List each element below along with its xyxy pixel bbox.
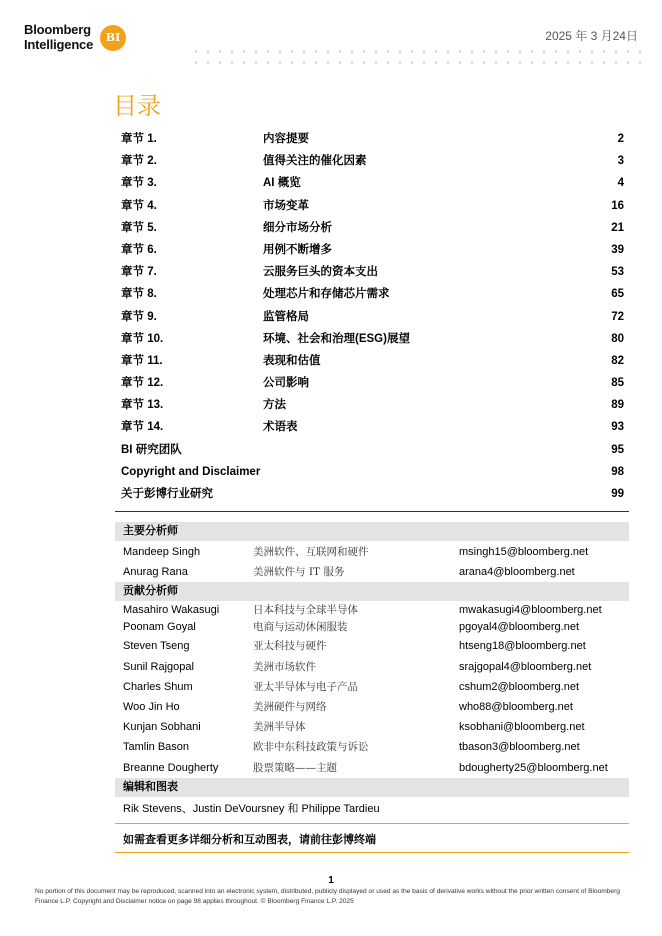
report-date: 2025 年 3 月24日	[545, 29, 638, 43]
analyst-row	[115, 562, 629, 582]
analyst-email[interactable]: ksobhani@bloomberg.net	[459, 721, 585, 734]
analyst-row	[115, 619, 629, 636]
analyst-name: Anurag Rana	[123, 566, 188, 579]
toc-row[interactable]	[121, 372, 624, 394]
analyst-coverage: 美洲硬件与网络	[253, 700, 327, 713]
toc-chapter: 章节 4.	[121, 199, 157, 212]
logo-line-2: Intelligence	[24, 37, 94, 52]
analyst-email[interactable]: who88@bloomberg.net	[459, 700, 573, 713]
analyst-coverage: 亚太科技与硬件	[253, 640, 327, 653]
analyst-email[interactable]: mwakasugi4@bloomberg.net	[459, 604, 602, 617]
toc-chapter: 章节 11.	[121, 354, 163, 367]
analyst-email[interactable]: cshum2@bloomberg.net	[459, 680, 580, 693]
bloomberg-intelligence-logo	[24, 22, 121, 52]
toc-page-number: 39	[611, 243, 624, 256]
analyst-name: Breanne Dougherty	[123, 761, 219, 774]
analyst-row	[115, 737, 629, 757]
toc-row[interactable]	[121, 239, 624, 261]
toc-chapter: 章节 13.	[121, 399, 164, 412]
toc-section-name: 细分市场分析	[263, 221, 332, 234]
toc-section-name: 环境、社会和治理(ESG)展望	[263, 332, 410, 345]
toc-page-number: 16	[611, 199, 624, 212]
toc-page-number: 99	[611, 488, 624, 500]
analyst-email[interactable]: tbason3@bloomberg.net	[459, 741, 580, 754]
toc-row[interactable]	[121, 128, 624, 150]
analyst-coverage: 电商与运动休闲服装	[253, 621, 348, 634]
toc-page-number: 89	[611, 399, 624, 412]
analyst-row	[115, 602, 629, 619]
toc-chapter: BI 研究团队	[121, 443, 182, 456]
toc-chapter: 章节 8.	[121, 288, 157, 301]
analyst-email[interactable]: msingh15@bloomberg.net	[459, 546, 589, 558]
toc-row[interactable]	[121, 217, 624, 239]
primary-analysts-list	[115, 542, 629, 582]
toc-section-name: 用例不断增多	[263, 243, 332, 256]
toc-section-name: 处理芯片和存储芯片需求	[263, 288, 390, 301]
analyst-coverage: 欧非中东科技政策与诉讼	[253, 741, 369, 754]
toc-chapter: 章节 12.	[121, 377, 164, 390]
toc-section-name: 监管格局	[263, 310, 309, 323]
toc-page-number: 4	[617, 177, 624, 190]
toc-chapter: 章节 7.	[121, 266, 157, 279]
analyst-name: Tamlin Bason	[123, 741, 190, 754]
toc-page-number: 85	[611, 377, 624, 390]
toc-chapter: Copyright and Disclaimer	[121, 465, 261, 478]
analyst-row	[115, 657, 629, 677]
analyst-row	[115, 677, 629, 697]
toc-page-number: 93	[611, 421, 624, 434]
orange-divider-bottom	[115, 852, 629, 853]
bi-badge-icon: BI	[100, 25, 126, 51]
contributing-analysts-list	[115, 602, 629, 777]
toc-row[interactable]	[121, 416, 624, 438]
toc-section-name: 方法	[263, 399, 286, 412]
toc-chapter: 章节 10.	[121, 332, 164, 345]
analyst-coverage: 亚太半导体与电子产品	[253, 680, 358, 693]
analyst-email[interactable]: bdougherty25@bloomberg.net	[459, 761, 608, 774]
toc-chapter: 章节 2.	[121, 155, 157, 168]
analyst-row	[115, 636, 629, 656]
editors-names: Rik Stevens、Justin DeVoursney 和 Philippe Tardieu	[123, 802, 380, 815]
analyst-email[interactable]: arana4@bloomberg.net	[459, 566, 575, 579]
toc-row[interactable]	[121, 461, 624, 483]
analyst-name: Kunjan Sobhani	[123, 721, 201, 734]
toc-page-number: 72	[611, 310, 624, 323]
analyst-coverage: 股票策略——主题	[253, 761, 337, 774]
toc-chapter: 章节 5.	[121, 221, 157, 234]
logo-line-1: Bloomberg	[24, 22, 91, 37]
toc-chapter: 章节 3.	[121, 177, 157, 190]
toc-row[interactable]	[121, 350, 624, 372]
analyst-name: Woo Jin Ho	[123, 700, 180, 713]
footer-disclaimer: No portion of this document may be reproduced, scanned into an electronic system, distributed, publicly displayed or used as the basis of derivative works without the prior written consent of Bloomberg Finance L.P. Copyright and Disclaimer notice on page 98 applies throughout. © Bloomberg Finance L.P. 2025	[35, 888, 620, 905]
toc-row[interactable]	[121, 150, 624, 172]
analyst-coverage: 日本科技与全球半导体	[253, 604, 358, 617]
analyst-coverage: 美洲软件、互联网和硬件	[253, 546, 369, 558]
analyst-coverage: 美洲软件与 IT 服务	[253, 566, 345, 579]
toc-section-name: 公司影响	[263, 377, 309, 390]
toc-section-name: 表现和估值	[263, 354, 321, 367]
analyst-name: Charles Shum	[123, 680, 193, 693]
analyst-row	[115, 697, 629, 717]
analyst-coverage: 美洲半导体	[253, 721, 306, 734]
page-number: 1	[328, 875, 334, 886]
toc-section-name: 术语表	[263, 421, 298, 434]
toc-chapter: 章节 14.	[121, 421, 164, 434]
analyst-email[interactable]: htseng18@bloomberg.net	[459, 640, 586, 653]
toc-row[interactable]	[121, 439, 624, 461]
toc-chapter: 章节 1.	[121, 133, 157, 145]
toc-row[interactable]	[121, 283, 624, 305]
toc-page-number: 80	[611, 332, 624, 345]
toc-page-number: 98	[611, 465, 624, 478]
primary-analysts-heading: 主要分析师	[115, 522, 629, 541]
analyst-email[interactable]: srajgopal4@bloomberg.net	[459, 660, 592, 673]
toc-page-number: 95	[611, 443, 624, 456]
toc-chapter: 章节 6.	[121, 243, 157, 256]
analyst-row	[115, 717, 629, 737]
toc-row[interactable]	[121, 394, 624, 416]
toc-page-number: 82	[611, 354, 624, 367]
toc-row[interactable]	[121, 195, 624, 217]
toc-chapter: 章节 9.	[121, 310, 157, 323]
terminal-note: 如需查看更多详细分析和互动图表，请前往彭博终端	[123, 834, 376, 846]
toc-page-number: 21	[611, 221, 624, 234]
toc-section-name: 值得关注的催化因素	[263, 155, 367, 168]
toc-section-name: 市场变革	[263, 199, 309, 212]
toc-page-number: 65	[611, 288, 624, 301]
toc-section-name: 云服务巨头的资本支出	[263, 266, 378, 279]
toc-page-number: 2	[617, 133, 624, 145]
editors-heading: 编辑和图表	[115, 778, 629, 797]
analyst-name: Mandeep Singh	[123, 546, 201, 558]
toc-section-name: AI 概览	[263, 177, 301, 190]
toc-row[interactable]	[121, 172, 624, 194]
analyst-coverage: 美洲市场软件	[253, 660, 316, 673]
orange-divider-top	[115, 823, 629, 824]
analyst-name: Poonam Goyal	[123, 621, 196, 634]
dot-pattern-decoration	[190, 46, 642, 72]
analyst-name: Masahiro Wakasugi	[123, 604, 220, 617]
page-header	[0, 0, 662, 80]
toc-divider	[115, 511, 629, 512]
toc-row[interactable]	[121, 261, 624, 283]
contributing-analysts-heading: 贡献分析师	[115, 582, 629, 601]
toc-page-number: 53	[611, 266, 624, 279]
analyst-name: Steven Tseng	[123, 640, 190, 653]
toc-row[interactable]	[121, 306, 624, 328]
toc-page-number: 3	[617, 155, 624, 168]
analyst-row	[115, 758, 629, 778]
analyst-row	[115, 542, 629, 562]
table-of-contents	[121, 128, 624, 505]
analyst-email[interactable]: pgoyal4@bloomberg.net	[459, 621, 580, 634]
analyst-name: Sunil Rajgopal	[123, 660, 194, 673]
analysts-section	[115, 522, 629, 820]
toc-row[interactable]	[121, 328, 624, 350]
toc-title: 目录	[113, 92, 161, 120]
toc-chapter: 关于彭博行业研究	[121, 488, 213, 500]
toc-section-name: 内容提要	[263, 133, 309, 145]
toc-row[interactable]	[121, 483, 624, 505]
